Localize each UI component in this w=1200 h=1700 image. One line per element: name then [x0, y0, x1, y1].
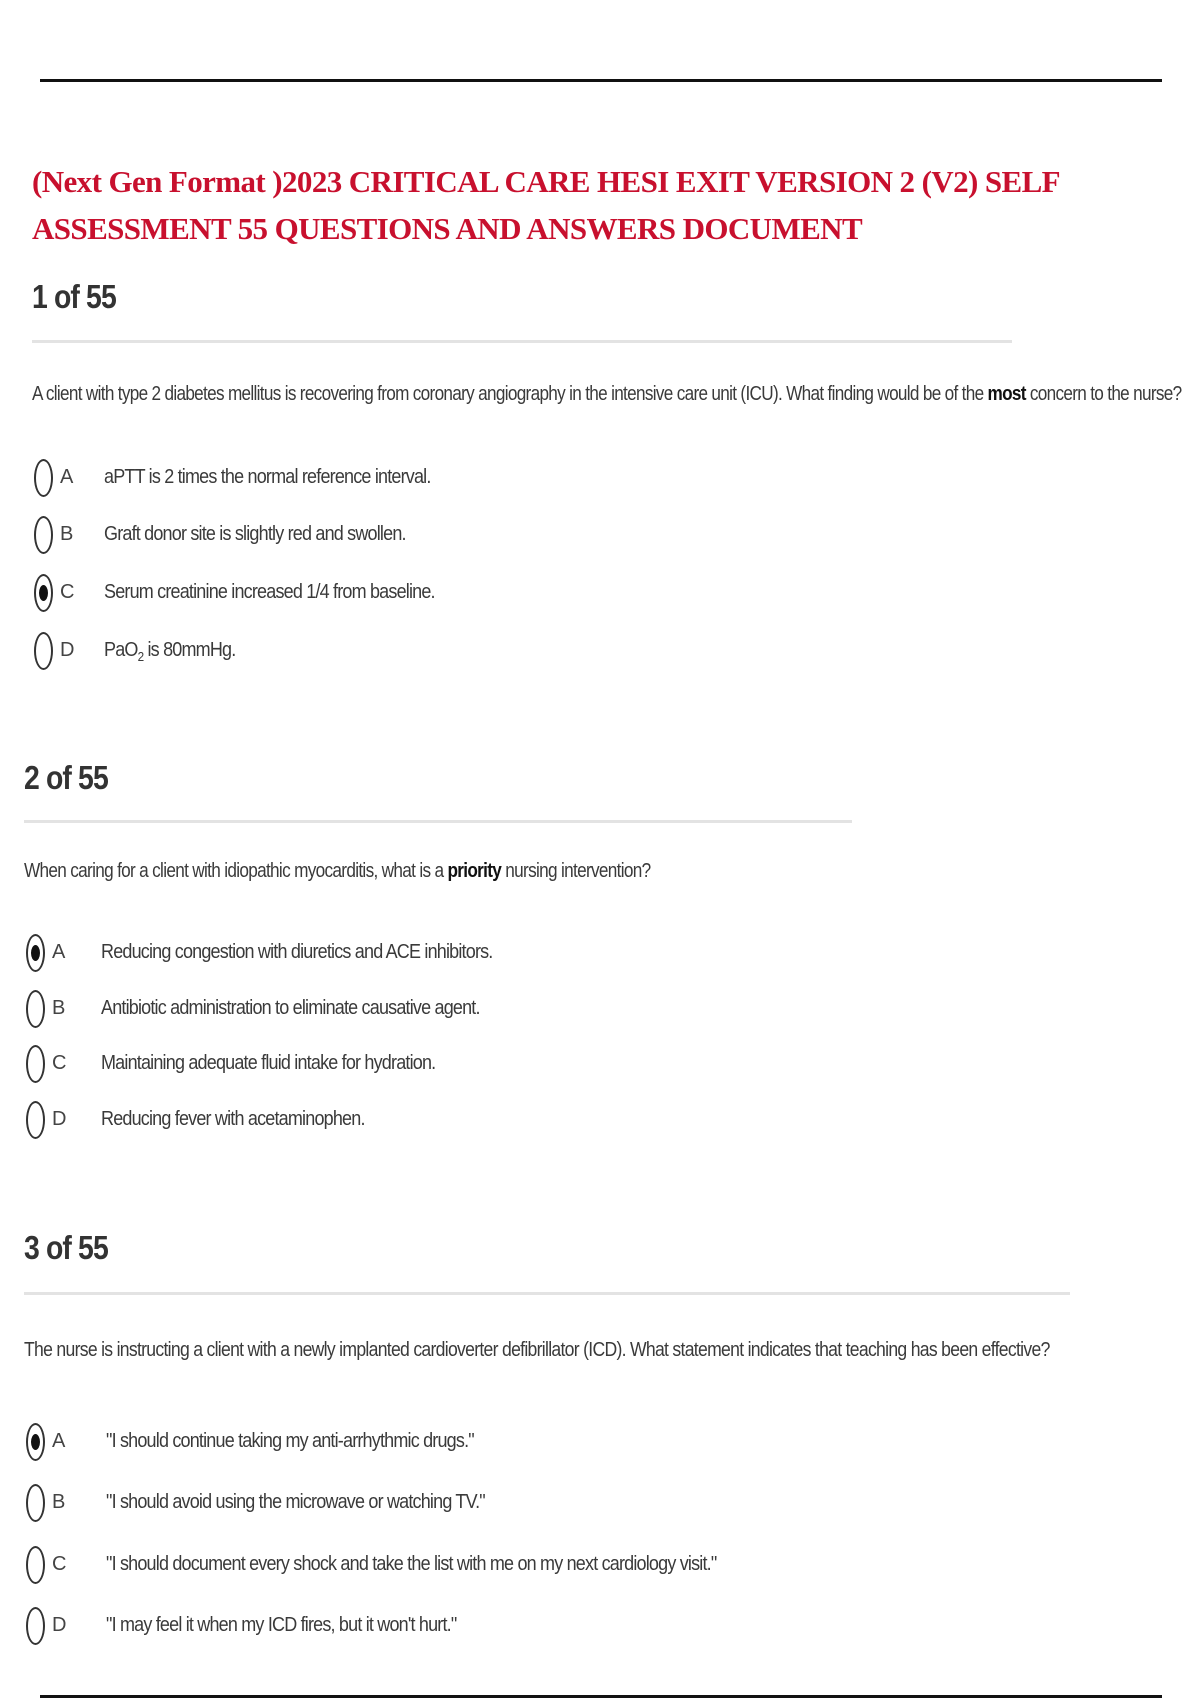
option-text: Reducing fever with acetaminophen. [101, 1108, 365, 1130]
answer-option-d[interactable] [26, 1101, 826, 1145]
answer-option-c[interactable] [26, 1546, 826, 1590]
option-text: Reducing congestion with diuretics and ACE inhibitors. [101, 941, 493, 963]
radio-button[interactable] [26, 1546, 45, 1584]
answer-option-a[interactable] [26, 1423, 826, 1467]
answer-option-a[interactable] [26, 934, 826, 978]
radio-button-selected[interactable] [34, 574, 53, 612]
option-letter: A [52, 1430, 66, 1452]
answer-option-b[interactable] [26, 1484, 826, 1528]
option-letter: B [52, 997, 66, 1019]
question-divider [32, 340, 1012, 343]
answer-option-c[interactable] [26, 1045, 826, 1089]
answer-option-d[interactable] [26, 1607, 826, 1651]
radio-button-selected[interactable] [26, 1423, 45, 1461]
answer-option-d[interactable] [34, 632, 834, 676]
option-text: Maintaining adequate fluid intake for hydration. [101, 1052, 436, 1074]
question-divider [24, 1292, 1070, 1295]
radio-button[interactable] [26, 990, 45, 1028]
option-letter: C [60, 581, 75, 603]
option-letter: B [60, 523, 74, 545]
answer-option-a[interactable] [34, 459, 834, 503]
question-number: 1 of 55 [32, 278, 116, 315]
option-text: "I should continue taking my anti-arrhythmic drugs." [106, 1430, 474, 1452]
answer-option-c[interactable] [34, 574, 834, 618]
question-number: 3 of 55 [24, 1229, 108, 1266]
question-number: 2 of 55 [24, 759, 108, 796]
radio-button[interactable] [26, 1101, 45, 1139]
question-emphasis: priority [447, 860, 502, 882]
radio-button[interactable] [26, 1607, 45, 1645]
option-text: Antibiotic administration to eliminate causative agent. [101, 997, 480, 1019]
option-text: "I should document every shock and take the list with me on my next cardiology visit." [106, 1553, 717, 1575]
bottom-rule [40, 1695, 1162, 1698]
answer-option-b[interactable] [34, 516, 834, 560]
option-text: "I may feel it when my ICD fires, but it won't hurt." [106, 1614, 457, 1636]
option-letter: C [52, 1052, 67, 1074]
option-letter: A [52, 941, 66, 963]
option-letter: A [60, 466, 74, 488]
option-text: Graft donor site is slightly red and swollen. [104, 523, 406, 545]
option-letter: C [52, 1553, 67, 1575]
question-emphasis: most [987, 383, 1026, 405]
option-text: PaO$_2$ is 80mmHg. [104, 639, 236, 664]
question-text: When caring for a client with idiopathic myocarditis, what is a priority nursing intervention? [24, 860, 651, 882]
top-rule [40, 79, 1162, 82]
question-text: A client with type 2 diabetes mellitus is recovering from coronary angiography in the intensive care unit (ICU). What finding would be of the most concern to the nurse? [32, 383, 1182, 405]
option-text: aPTT is 2 times the normal reference interval. [104, 466, 431, 488]
option-text: "I should avoid using the microwave or watching TV." [106, 1491, 485, 1513]
question-divider [24, 820, 852, 823]
option-letter: D [52, 1108, 67, 1130]
option-letter: D [60, 639, 75, 661]
radio-button[interactable] [34, 459, 53, 497]
radio-button-selected[interactable] [26, 934, 45, 972]
question-text: The nurse is instructing a client with a newly implanted cardioverter defibrillator (ICD). What statement indicates that teaching has been effective? [24, 1339, 1050, 1361]
radio-button[interactable] [34, 632, 53, 670]
radio-button[interactable] [34, 516, 53, 554]
option-text: Serum creatinine increased 1/4 from baseline. [104, 581, 435, 603]
answer-option-b[interactable] [26, 990, 826, 1034]
option-letter: D [52, 1614, 67, 1636]
option-letter: B [52, 1491, 66, 1513]
radio-button[interactable] [26, 1045, 45, 1083]
radio-button[interactable] [26, 1484, 45, 1522]
document-title: (Next Gen Format )2023 CRITICAL CARE HESI EXIT VERSION 2 (V2) SELF ASSESSMENT 55 QUESTIONS AND ANSWERS DOCUMENT [32, 164, 1059, 246]
